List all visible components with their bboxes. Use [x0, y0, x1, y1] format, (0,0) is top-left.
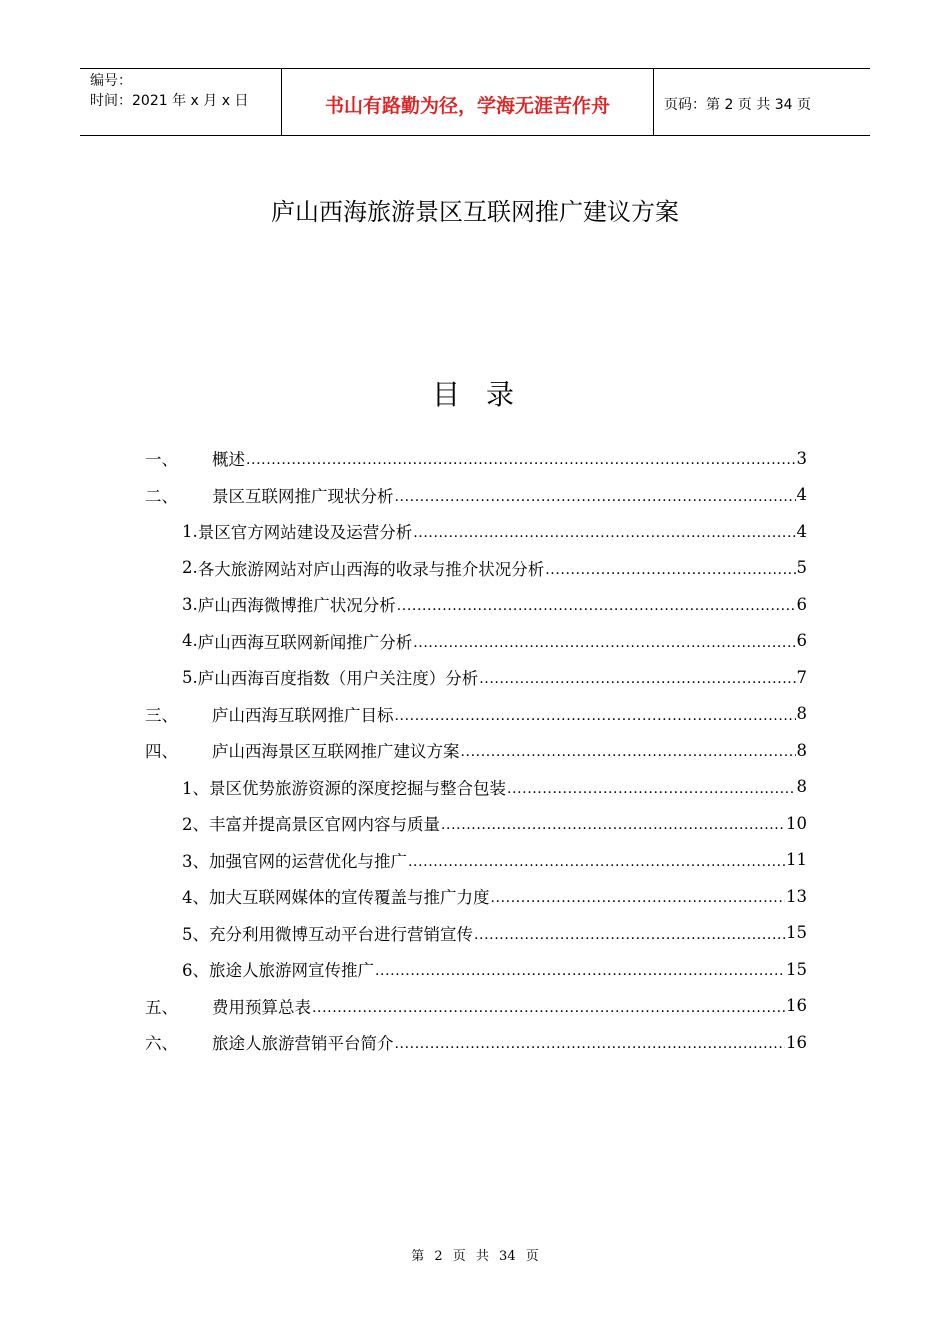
toc-dot-leader [441, 817, 785, 833]
page-footer: 第 2 页 共 34 页 [411, 1249, 539, 1264]
toc-entry-label: 各大旅游网站对庐山西海的收录与推介状况分析 [197, 559, 545, 579]
toc-entry-label: 景区官方网站建设及运营分析 [197, 523, 413, 543]
toc-entry[interactable] [145, 623, 807, 660]
toc-entry-number: 5、 [182, 924, 209, 944]
table-of-contents [145, 440, 807, 1061]
toc-entry-label: 费用预算总表 [212, 997, 311, 1017]
toc-dot-leader [545, 562, 795, 578]
toc-entry-number: 二、 [145, 486, 178, 506]
toc-entry[interactable] [145, 586, 807, 623]
toc-entry-label: 庐山西海微博推广状况分析 [197, 596, 396, 616]
toc-entry[interactable] [145, 440, 807, 477]
toc-dot-leader [479, 671, 795, 687]
toc-entry-number: 5. [182, 667, 198, 687]
toc-entry-number: 一、 [145, 450, 178, 470]
page-info: 页码：第 2 页 共 34 页 [664, 97, 811, 113]
toc-entry-number: 3、 [182, 851, 209, 871]
toc-entry-number: 4. [182, 631, 198, 651]
toc-entry-number: 1. [182, 521, 198, 541]
toc-entry-label: 庐山西海百度指数（用户关注度）分析 [197, 669, 479, 689]
toc-entry-page: 7 [796, 667, 807, 687]
toc-entry-page: 6 [796, 594, 807, 614]
toc-dot-leader [397, 598, 796, 614]
toc-entry-page: 15 [786, 959, 807, 979]
toc-dot-leader [413, 525, 795, 541]
time-label: 时间：2021 年 x 月 x 日 [90, 93, 249, 109]
toc-dot-leader [312, 1000, 785, 1016]
toc-entry-label: 庐山西海互联网推广目标 [212, 705, 394, 725]
toc-entry[interactable] [145, 1024, 807, 1061]
toc-entry[interactable] [145, 696, 807, 733]
toc-entry[interactable] [145, 477, 807, 514]
toc-entry-label: 充分利用微博互动平台进行营销宣传 [209, 924, 473, 944]
toc-entry-page: 13 [786, 886, 807, 906]
toc-entry-page: 6 [796, 631, 807, 651]
toc-dot-leader [491, 890, 786, 906]
toc-dot-leader [461, 744, 796, 760]
toc-entry-number: 6、 [182, 961, 209, 981]
toc-entry-page: 5 [796, 558, 807, 578]
toc-dot-leader [246, 452, 796, 468]
toc-entry[interactable] [145, 513, 807, 550]
document-title: 庐山西海旅游景区互联网推广建议方案 [271, 198, 679, 226]
toc-entry-label: 庐山西海互联网新闻推广分析 [197, 632, 413, 652]
toc-entry-label: 加大互联网媒体的宣传覆盖与推广力度 [209, 888, 490, 908]
toc-dot-leader [395, 489, 796, 505]
toc-dot-leader [395, 708, 796, 724]
toc-entry[interactable] [145, 842, 807, 879]
toc-entry-number: 六、 [145, 1034, 178, 1054]
toc-entry-page: 8 [796, 777, 807, 797]
toc-dot-leader [474, 927, 785, 943]
toc-title: 目录 [431, 378, 540, 411]
toc-entry-page: 16 [786, 996, 807, 1016]
toc-entry-number: 1、 [182, 778, 209, 798]
toc-entry-number: 3. [182, 594, 198, 614]
toc-entry-label: 景区优势旅游资源的深度挖掘与整合包装 [209, 778, 506, 798]
toc-entry[interactable] [145, 805, 807, 842]
toc-entry[interactable] [145, 769, 807, 806]
toc-entry[interactable] [145, 732, 807, 769]
toc-entry-page: 11 [786, 850, 807, 870]
toc-entry-number: 五、 [145, 997, 178, 1017]
toc-entry-number: 2、 [182, 815, 209, 835]
toc-entry-page: 3 [796, 448, 807, 468]
toc-entry[interactable] [145, 659, 807, 696]
toc-dot-leader [507, 781, 796, 797]
header-motto-cell [282, 69, 654, 135]
toc-entry-page: 4 [796, 521, 807, 541]
toc-entry-page: 10 [786, 813, 807, 833]
toc-entry-label: 庐山西海景区互联网推广建议方案 [212, 742, 460, 762]
toc-entry-label: 概述 [212, 450, 245, 470]
toc-dot-leader [413, 635, 795, 651]
toc-entry-label: 旅途人旅游网宣传推广 [209, 961, 374, 981]
toc-entry-label: 丰富并提高景区官网内容与质量 [209, 815, 440, 835]
toc-entry-page: 15 [786, 923, 807, 943]
toc-entry[interactable] [145, 988, 807, 1025]
number-label: 编号： [90, 73, 132, 89]
toc-entry-label: 景区互联网推广现状分析 [212, 486, 394, 506]
toc-entry-number: 三、 [145, 705, 178, 725]
toc-entry-label: 旅途人旅游营销平台简介 [212, 1034, 394, 1054]
toc-dot-leader [408, 854, 785, 870]
toc-entry[interactable] [145, 878, 807, 915]
toc-entry[interactable] [145, 915, 807, 952]
toc-entry-page: 16 [786, 1032, 807, 1052]
toc-dot-leader [395, 1036, 786, 1052]
toc-entry-page: 8 [796, 704, 807, 724]
toc-entry[interactable] [145, 951, 807, 988]
toc-entry-number: 四、 [145, 742, 178, 762]
toc-entry[interactable] [145, 550, 807, 587]
header-page-cell [654, 69, 870, 135]
header-table [80, 68, 870, 136]
toc-entry-page: 4 [796, 485, 807, 505]
toc-entry-page: 8 [796, 740, 807, 760]
motto-text: 书山有路勤为径，学海无涯苦作舟 [324, 94, 610, 117]
toc-entry-number: 2. [182, 558, 198, 578]
toc-entry-label: 加强官网的运营优化与推广 [209, 851, 407, 871]
toc-dot-leader [375, 963, 785, 979]
header-meta-cell [80, 69, 282, 135]
toc-entry-number: 4、 [182, 888, 209, 908]
